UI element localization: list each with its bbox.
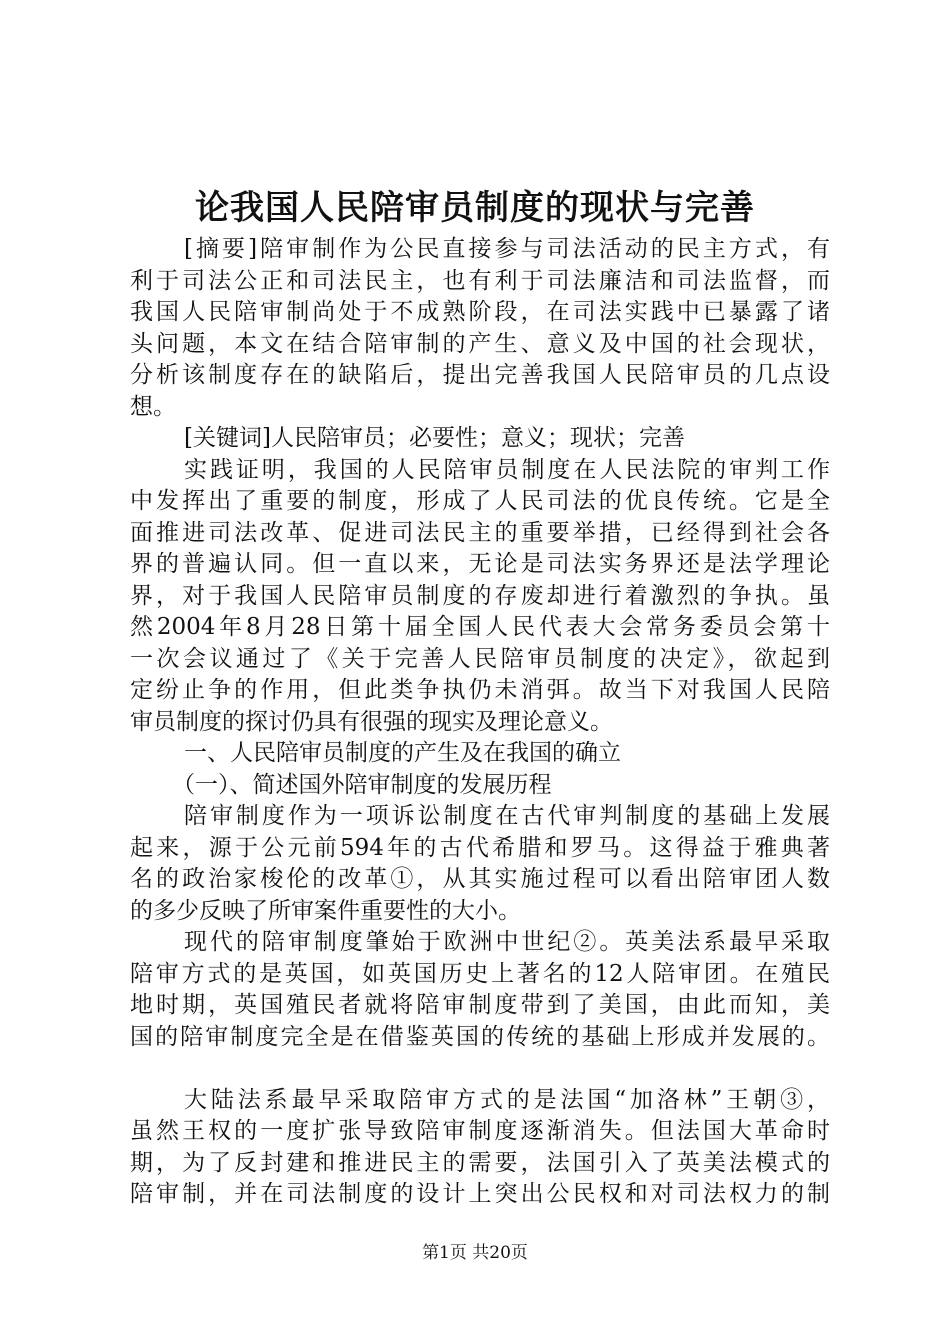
text-line: 界的普遍认同。但一直以来，无论是司法实务界还是法学理论 — [130, 551, 830, 577]
text-line: 陪审制，并在司法制度的设计上突出公民权和对司法权力的制 — [130, 1181, 830, 1207]
text-line: 国的陪审制度完全是在借鉴英国的传统的基础上形成并发展的。 — [130, 1023, 830, 1050]
text-line: （一）、简述国外陪审制度的发展历程 — [172, 771, 552, 798]
text-line: [关键词]人民陪审员；必要性；意义；现状；完善 — [184, 425, 685, 451]
blank-line — [130, 1053, 830, 1085]
text-line: 大陆法系最早采取陪审方式的是法国“加洛林”王朝③， — [184, 1086, 830, 1113]
page-footer: 第1页 共20页 — [422, 1243, 528, 1263]
text-line: 虽然王权的一度扩张导致陪审制度逐渐消失。但法国大革命时 — [130, 1118, 830, 1144]
text-line: 实践证明，我国的人民陪审员制度在人民法院的审判工作 — [184, 456, 830, 483]
text-line: 一次会议通过了《关于完善人民陪审员制度的决定》，欲起到 — [130, 645, 830, 672]
text-line: 头问题，本文在结合陪审制的产生、意义及中国的社会现状， — [130, 330, 830, 357]
text-line: 界，对于我国人民陪审员制度的存废却进行着激烈的争执。虽 — [130, 582, 830, 609]
text-line: 陪审方式的是英国，如英国历史上著名的12人陪审团。在殖民 — [130, 960, 830, 987]
text-line: 一、人民陪审员制度的产生及在我国的确立 — [184, 740, 621, 766]
text-line: 中发挥出了重要的制度，形成了人民司法的优良传统。它是全 — [130, 488, 830, 514]
text-line: 审员制度的探讨仍具有很强的现实及理论意义。 — [130, 708, 613, 735]
text-line: 想。 — [130, 393, 176, 420]
document-body — [130, 234, 830, 1211]
text-line: 陪审制度作为一项诉讼制度在古代审判制度的基础上发展 — [184, 803, 830, 829]
document-title: 论我国人民陪审员制度的现状与完善 — [195, 188, 755, 228]
text-line: 期，为了反封建和推进民主的需要，法国引入了英美法模式的 — [130, 1149, 830, 1176]
text-line: 地时期，英国殖民者就将陪审制度带到了美国，由此而知，美 — [130, 992, 830, 1018]
text-line: 然2004年8月28日第十届全国人民代表大会常务委员会第十 — [130, 614, 830, 640]
text-line: 名的政治家梭伦的改革①，从其实施过程可以看出陪审团人数 — [130, 866, 830, 892]
text-line: 起来，源于公元前594年的古代希腊和罗马。这得益于雅典著 — [130, 834, 830, 861]
text-line: 利于司法公正和司法民主，也有利于司法廉洁和司法监督，而 — [130, 267, 830, 294]
text-line: [摘要]陪审制作为公民直接参与司法活动的民主方式，有 — [184, 236, 830, 262]
text-line: 现代的陪审制度肇始于欧洲中世纪②。英美法系最早采取 — [184, 929, 830, 955]
text-line: 定纷止争的作用，但此类争执仍未消弭。故当下对我国人民陪 — [130, 677, 830, 703]
text-line: 的多少反映了所审案件重要性的大小。 — [130, 897, 521, 924]
text-line: 我国人民陪审制尚处于不成熟阶段，在司法实践中已暴露了诸 — [130, 299, 830, 325]
text-line: 面推进司法改革、促进司法民主的重要举措，已经得到社会各 — [130, 519, 830, 546]
text-line: 分析该制度存在的缺陷后，提出完善我国人民陪审员的几点设 — [130, 362, 830, 388]
